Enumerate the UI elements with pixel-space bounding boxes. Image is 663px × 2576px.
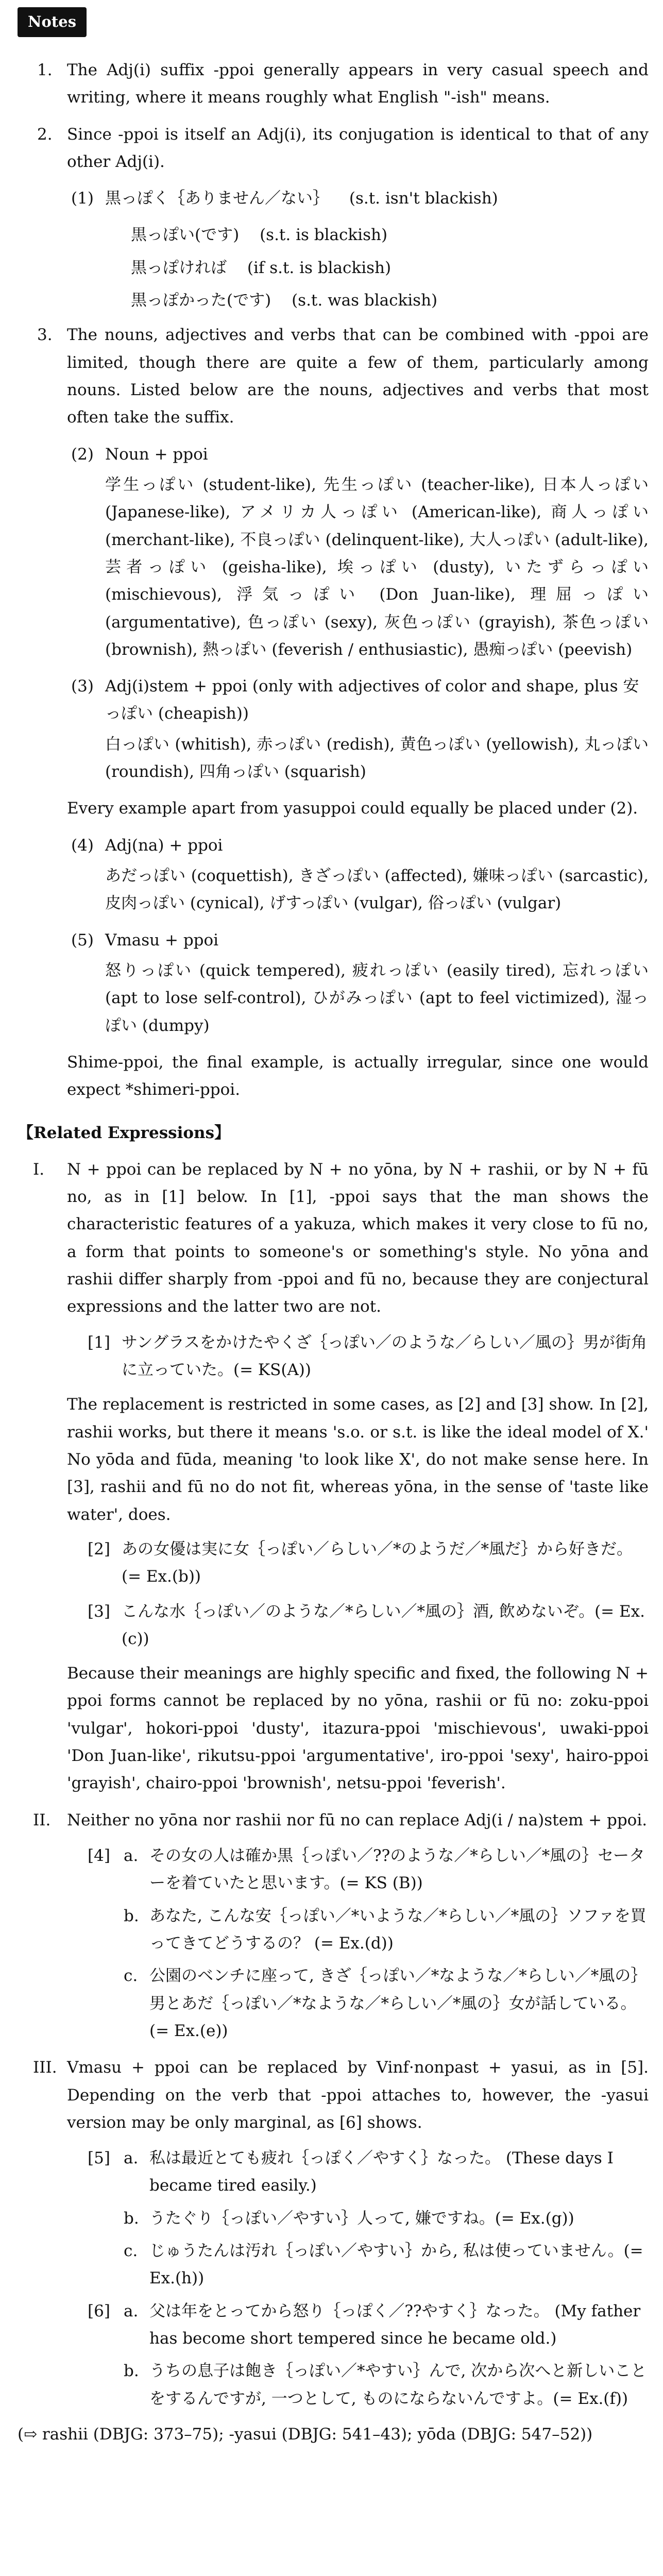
example-1 [67,1329,649,1384]
group-number: (5) [71,930,94,950]
section-intro: N + ppoi can be replaced by N + no yōna, by N + rashii, or by N + fū no, as in [1] below. In [1], -ppoi says that the man shows the characteristic features of a yakuza, which makes it very close to fū no, a form that points to someone's or something's style. No yōna and rashii differ sharply from -ppoi and fū no, because they are conjectural expressions and the latter two are not. [67,1160,649,1316]
example-text: 父は年をとってから怒り｛っぽく／??やすく｝なった。 (My father has become short tempered since he became old.) [149,2301,641,2348]
group-examples: 怒りっぽい (quick tempered), 疲れっぽい (easily tired), 忘れっぽい (apt to lose self-control), ひがみっぽい (apt to feel victimized), 湿っぽい (dumpy) [105,961,649,1035]
notes-label: Notes [18,7,87,37]
example-2 [67,1536,649,1591]
conjugation-jp: 黒っぽければ [131,258,227,277]
example-letter: c. [124,1967,138,1986]
example-number: [4] [88,1846,110,1865]
note-3 [18,321,649,431]
section-number: II. [33,1810,51,1829]
example-letter: a. [124,2149,139,2168]
note-number: 2. [37,125,53,144]
conjugation-row [18,287,649,314]
example-text: あの女優は実に女｛っぽい／らしい／*のようだ／*風だ｝から好きだ。(= Ex.(b)) [122,1539,633,1586]
section-end-text: Because their meanings are highly specific and fixed, the following N + ppoi forms cannot be replaced by no yōna, rashii or fū no: zoku-ppoi 'vulgar', hokori-ppoi 'dusty', itazura-ppoi 'mischievous', uwaki-ppoi 'Don Juan-like', rikutsu-ppoi 'argumentative', iro-ppoi 'sexy', hairo-ppoi 'grayish', chairo-ppoi 'brownish', netsu-ppoi 'feverish'. [67,1664,649,1793]
example-letter: b. [124,2362,139,2381]
example-text: うちの息子は飽き｛っぽい／*やすい｝んで, 次から次へと新しいことをするんですが, 一つとして, ものにならないんですよ。(= Ex.(f)) [149,2362,647,2408]
note-1 [18,57,649,112]
note-text: The Adj(i) suffix -ppoi generally appears in very casual speech and writing, where it means roughly what English "-ish" means. [67,60,649,107]
example-5b [67,2205,649,2232]
note-2 [18,121,649,176]
example-text: じゅうたんは汚れ｛っぽい／やすい｝から, 私は使っていません。(= Ex.(h)) [149,2242,643,2288]
section-intro: Neither no yōna nor rashii nor fū no can replace Adj(i / na)stem + ppoi. [67,1810,648,1829]
example-4a [67,1842,649,1897]
dictionary-page [18,7,649,2448]
example-text: 公園のベンチに座って, きざ｛っぽい／*なような／*らしい／*風の｝男とあだ｛っぽい／*なような／*らしい／*風の｝女が話している。(= Ex.(e)) [149,1967,647,2040]
section-number: I. [33,1160,45,1179]
example-letter: b. [124,2209,139,2228]
note-number: 1. [37,60,53,79]
example-letter: a. [124,2301,139,2320]
example-6a [67,2298,649,2353]
section-number: III. [33,2058,57,2077]
example-text: あなた, こんな安｛っぽい／*いような／*らしい／*風の｝ソファを買ってきてどうするの？ (= Ex.(d)) [149,1906,647,1953]
conjugation-jp: 黒っぽかった(です) [131,291,271,310]
group-number: (2) [71,445,94,464]
example-3 [67,1598,649,1653]
related-section-1 [18,1156,649,1321]
note-text: Since -ppoi is itself an Adj(i), its conjugation is identical to that of any other Adj(i). [67,125,649,171]
cross-reference-footer: (⇨ rashii (DBJG: 373–75); -yasui (DBJG: 541–43); yōda (DBJG: 547–52)) [18,2425,593,2444]
conjugation-gloss: (s.t. isn't blackish) [349,189,498,208]
group-4 [18,832,649,918]
group-heading: Vmasu + ppoi [105,930,219,950]
group-heading: Adj(i)stem + ppoi (only with adjectives of color and shape, plus 安っぽい (cheapish)) [105,677,639,723]
example-5a [67,2145,649,2200]
example-list-4 [67,1842,649,2045]
conjugation-gloss: (s.t. is blackish) [260,226,388,245]
group-2 [18,441,649,664]
group-examples: 学生っぽい (student-like), 先生っぽい (teacher-like), 日本人っぽい (Japanese-like), アメリカ人っぽい (American-like), 商人っぽい (merchant-like), 不良っぽい (delinquent-like), 大人っぽい (adult-like), 芸者っぽい (geisha-like), 埃っぽい (dusty), いたずらっぽい (mischievous), 浮気っぽい (Don Juan-like), 理屈っぽい (argumentative), 色っぽい (sexy), 灰色っぽい (grayish), 茶色っぽい (brownish), 熱っぽい (feverish / enthusiastic), 愚痴っぽい (peevish) [105,475,649,659]
group-number: (3) [71,677,94,696]
last-note: Shime-ppoi, the final example, is actually irregular, since one would expect *shimeri-ppoi. [67,1053,649,1099]
example-number: [6] [88,2301,110,2320]
between-note: Every example apart from yasuppoi could equally be placed under (2). [67,799,638,818]
group-3 [18,673,649,786]
related-expressions-heading: 【Related Expressions】 [18,1123,231,1142]
note-text: The nouns, adjectives and verbs that can be combined with -ppoi are limited, though there are quite a few of them, particularly among nouns. Listed below are the nouns, adjectives and verbs that most often take the suffix. [67,326,649,427]
group-number: (4) [71,836,94,855]
group-examples: あだっぽい (coquettish), きざっぽい (affected), 嫌味っぽい (sarcastic), 皮肉っぽい (cynical), げすっぽい (vulgar), 俗っぽい (vulgar) [105,867,649,913]
conjugation-block [18,185,649,212]
example-list-5-6 [67,2145,649,2413]
example-text: うたぐり｛っぽい／やすい｝人って, 嫌ですね。(= Ex.(g)) [149,2209,574,2228]
example-text: その女の人は確か黒｛っぽい／??のような／*らしい／*風の｝セーターを着ていたと思います。(= KS (B)) [149,1846,645,1893]
section-middle-text: The replacement is restricted in some cases, as [2] and [3] show. In [2], rashii works, but there it means 's.o. or s.t. is like the ideal model of X.' No yōda and fūda, meaning 'to look like X', do not make sense here. In [3], rashii and fū no do not fit, whereas yōna, in the sense of 'taste like water', does. [67,1395,649,1524]
example-letter: c. [124,2242,138,2261]
group-heading: Noun + ppoi [105,445,208,464]
conjugation-jp: 黒っぽく｛ありません／ない｝ [105,189,329,208]
related-section-3 [18,2054,649,2137]
conjugation-number: (1) [71,189,94,208]
example-4b [67,1903,649,1958]
example-number: [5] [88,2149,110,2168]
example-4c [67,1962,649,2045]
section-intro: Vmasu + ppoi can be replaced by Vinf·nonpast + yasui, as in [5]. Depending on the verb that -ppoi attaches to, however, the -yasui version may be only marginal, as [6] shows. [67,2058,649,2132]
conjugation-row [18,255,649,282]
example-number: [3] [88,1602,110,1621]
group-examples: 白っぽい (whitish), 赤っぽい (redish), 黄色っぽい (yellowish), 丸っぽい (roundish), 四角っぽい (squarish) [105,735,649,782]
example-number: [2] [88,1539,110,1558]
conjugation-row [18,222,649,249]
conjugation-jp: 黒っぽい(です) [131,226,240,245]
conjugation-gloss: (if s.t. is blackish) [247,258,392,277]
note-number: 3. [37,326,53,345]
example-letter: b. [124,1906,139,1925]
group-5 [18,927,649,1040]
group-heading: Adj(na) + ppoi [105,836,223,855]
related-section-2 [18,1807,649,1834]
example-5c [67,2238,649,2293]
conjugation-gloss: (s.t. was blackish) [292,291,438,310]
example-text: こんな水｛っぽい／のような／*らしい／*風の｝酒, 飲めないぞ。(= Ex.(c)) [122,1602,645,1648]
conjugation-row [105,185,649,212]
example-text: サングラスをかけたやくざ｛っぽい／のような／らしい／風の｝男が街角に立っていた。(= KS(A)) [122,1333,647,1379]
example-letter: a. [124,1846,139,1865]
example-text: 私は最近とても疲れ｛っぽく／やすく｝なった。 (These days I became tired easily.) [149,2149,614,2195]
example-6b [67,2358,649,2413]
example-number: [1] [88,1333,110,1352]
